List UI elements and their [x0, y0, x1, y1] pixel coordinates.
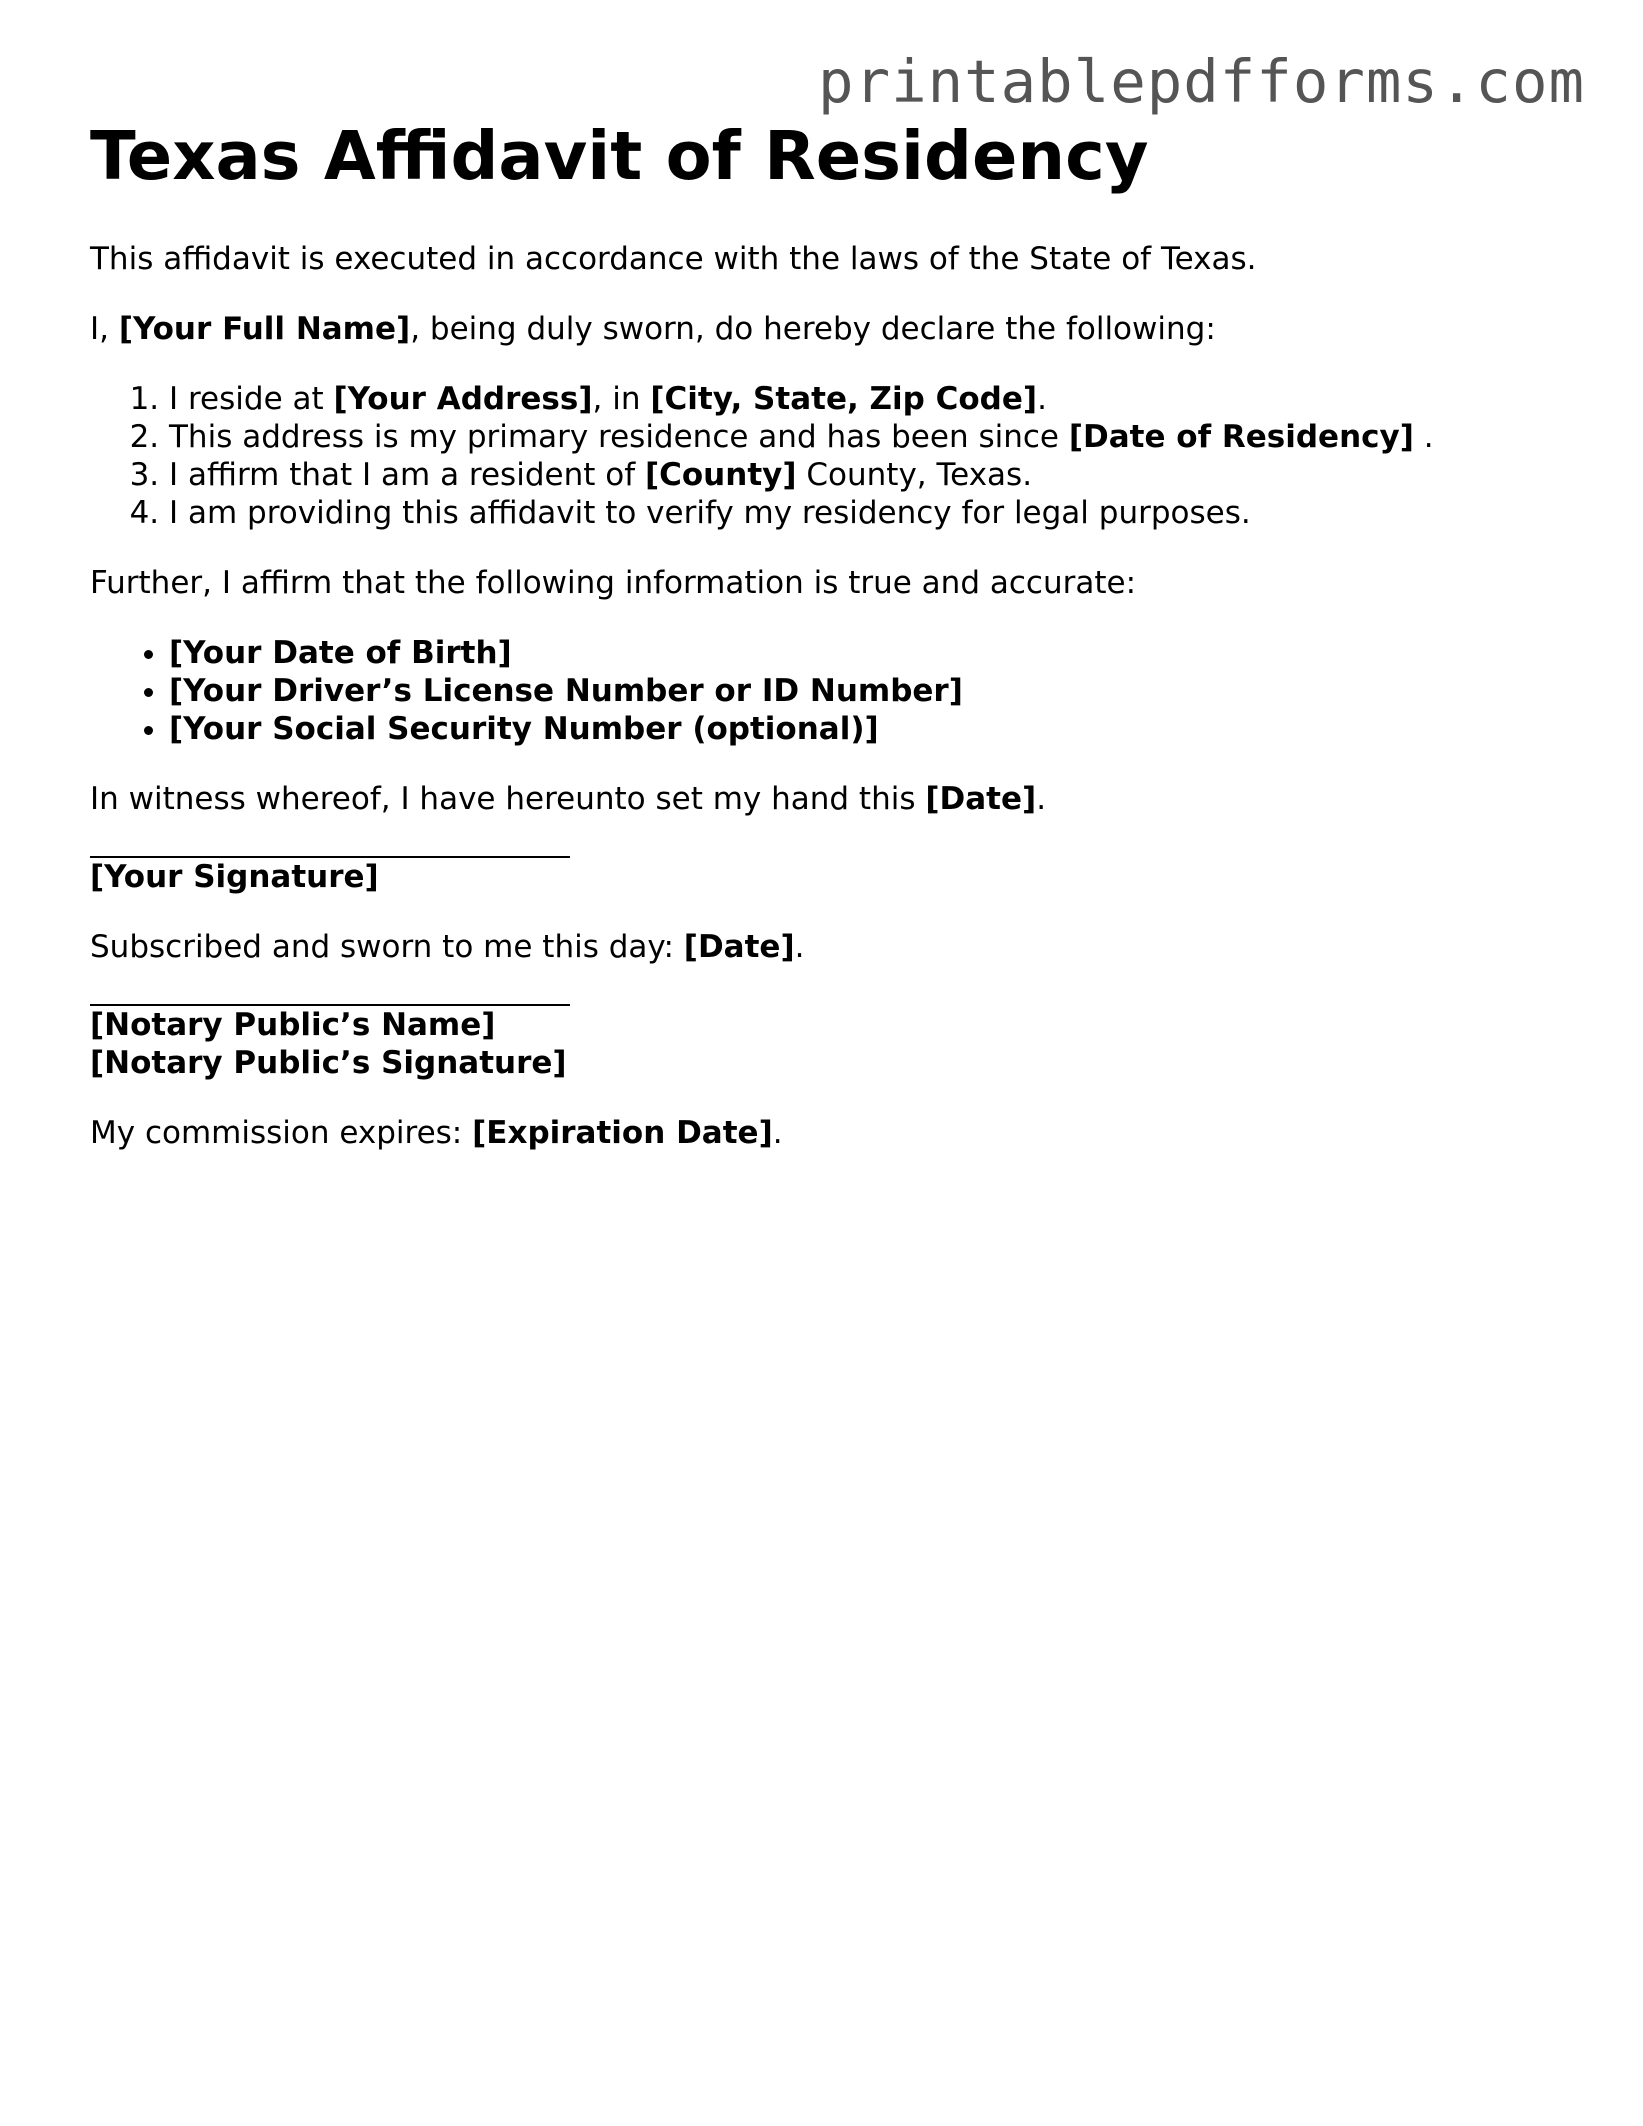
list-item [169, 634, 1550, 672]
ssn-field: [Your Social Security Number (optional)] [169, 711, 879, 748]
list-item [169, 380, 1550, 418]
date-of-birth-field: [Your Date of Birth] [169, 635, 512, 672]
license-number-field: [Your Driver’s License Number or ID Number] [169, 673, 963, 710]
list-item [169, 710, 1550, 748]
declaration-list [90, 380, 1550, 532]
declaration-paragraph [90, 310, 1550, 348]
address-field: [Your Address] [333, 381, 593, 418]
list-item [169, 418, 1550, 456]
sworn-text: . [794, 929, 805, 966]
declaration-suffix: , being duly sworn, do hereby declare the following: [410, 311, 1216, 348]
notary-name-label: [Notary Public’s Name] [90, 1007, 496, 1044]
full-name-field: [Your Full Name] [118, 311, 411, 348]
item-text: This address is my primary residence and has been since [169, 419, 1069, 456]
commission-text: . [772, 1115, 783, 1152]
item-text: I am providing this affidavit to verify my residency for legal purposes. [169, 495, 1251, 532]
witness-paragraph [90, 780, 1550, 818]
declaration-prefix: I, [90, 311, 119, 348]
witness-text: In witness whereof, I have hereunto set my hand this [90, 781, 926, 818]
list-item [169, 456, 1550, 494]
county-field: [County] [644, 457, 797, 494]
date-of-residency-field: [Date of Residency] [1068, 419, 1414, 456]
document-title: Texas Affidavit of Residency [90, 117, 1149, 195]
further-paragraph: Further, I affirm that the following information is true and accurate: [90, 565, 1137, 602]
commission-text: My commission expires: [90, 1115, 473, 1152]
commission-paragraph [90, 1114, 1550, 1152]
sworn-paragraph [90, 928, 1550, 966]
notary-signature-label: [Notary Public’s Signature] [90, 1045, 567, 1082]
sworn-date-field: [Date] [683, 929, 795, 966]
signature-label: [Your Signature] [90, 859, 379, 896]
intro-paragraph: This affidavit is executed in accordance with the laws of the State of Texas. [90, 241, 1257, 278]
info-list [90, 634, 1550, 748]
city-state-zip-field: [City, State, Zip Code] [650, 381, 1038, 418]
document-page [90, 118, 1550, 1152]
item-text: , in [592, 381, 651, 418]
watermark-text: printablepdfforms.com [818, 47, 1585, 116]
item-text: . [1037, 381, 1047, 418]
witness-text: . [1036, 781, 1047, 818]
item-text: I affirm that I am a resident of [169, 457, 645, 494]
item-text: . [1413, 419, 1434, 456]
list-item [169, 672, 1550, 710]
sworn-text: Subscribed and sworn to me this day: [90, 929, 684, 966]
item-text: County, Texas. [796, 457, 1033, 494]
item-text: I reside at [169, 381, 334, 418]
list-item [169, 494, 1550, 532]
witness-date-field: [Date] [925, 781, 1037, 818]
expiration-date-field: [Expiration Date] [472, 1115, 773, 1152]
